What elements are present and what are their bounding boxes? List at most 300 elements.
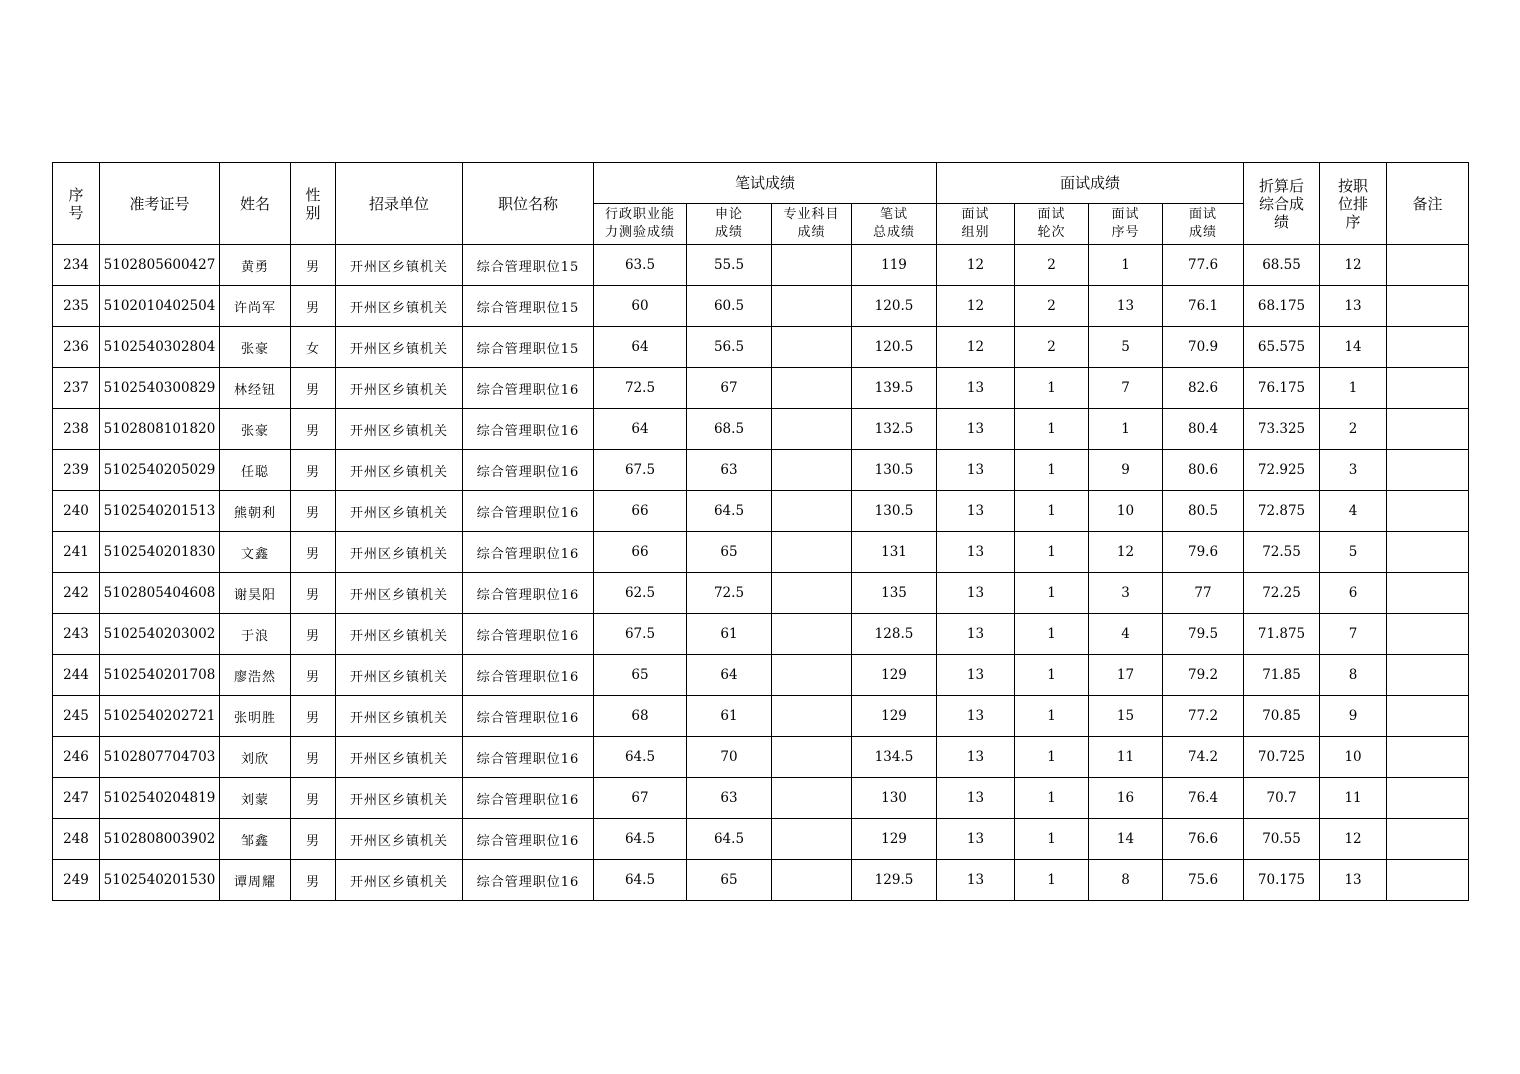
cell-rank: 6 [1320, 573, 1387, 614]
cell-essay: 64.5 [687, 819, 772, 860]
table-row [53, 819, 1469, 860]
cell-admin: 64.5 [594, 819, 687, 860]
cell-major [772, 286, 852, 327]
cell-total: 130.5 [852, 491, 937, 532]
cell-ticket: 5102540300829 [100, 368, 220, 409]
header-seq: 序 号 [53, 163, 100, 245]
cell-rank: 1 [1320, 368, 1387, 409]
cell-ticket: 5102010402504 [100, 286, 220, 327]
cell-major [772, 819, 852, 860]
cell-essay: 60.5 [687, 286, 772, 327]
cell-unit: 开州区乡镇机关 [336, 450, 463, 491]
cell-name: 张豪 [220, 409, 291, 450]
header-gender: 性 别 [291, 163, 336, 245]
cell-seq: 236 [53, 327, 100, 368]
cell-unit: 开州区乡镇机关 [336, 368, 463, 409]
cell-position: 综合管理职位16 [463, 532, 594, 573]
table-row [53, 327, 1469, 368]
cell-group: 13 [937, 860, 1015, 901]
cell-ticket: 5102808003902 [100, 819, 220, 860]
cell-major [772, 450, 852, 491]
cell-note [1387, 409, 1469, 450]
cell-essay: 56.5 [687, 327, 772, 368]
cell-group: 13 [937, 655, 1015, 696]
table-row [53, 245, 1469, 286]
cell-rank: 4 [1320, 491, 1387, 532]
header-written-total: 笔试 总成绩 [852, 204, 937, 245]
cell-position: 综合管理职位15 [463, 327, 594, 368]
cell-group: 12 [937, 245, 1015, 286]
cell-major [772, 491, 852, 532]
cell-unit: 开州区乡镇机关 [336, 532, 463, 573]
cell-total: 119 [852, 245, 937, 286]
cell-final: 72.55 [1244, 532, 1320, 573]
cell-gender: 男 [291, 696, 336, 737]
cell-position: 综合管理职位15 [463, 286, 594, 327]
cell-seq: 234 [53, 245, 100, 286]
cell-group: 12 [937, 327, 1015, 368]
cell-seq: 237 [53, 368, 100, 409]
cell-note [1387, 737, 1469, 778]
cell-admin: 68 [594, 696, 687, 737]
cell-unit: 开州区乡镇机关 [336, 860, 463, 901]
cell-admin: 66 [594, 491, 687, 532]
cell-note [1387, 655, 1469, 696]
cell-gender: 男 [291, 286, 336, 327]
cell-rank: 8 [1320, 655, 1387, 696]
cell-unit: 开州区乡镇机关 [336, 286, 463, 327]
cell-gender: 男 [291, 778, 336, 819]
cell-note [1387, 450, 1469, 491]
cell-seq: 239 [53, 450, 100, 491]
cell-group: 13 [937, 737, 1015, 778]
cell-note [1387, 491, 1469, 532]
header-interview-score: 面试 成绩 [1163, 204, 1244, 245]
cell-name: 许尚军 [220, 286, 291, 327]
cell-ticket: 5102540302804 [100, 327, 220, 368]
cell-score: 74.2 [1163, 737, 1244, 778]
cell-score: 77 [1163, 573, 1244, 614]
cell-major [772, 696, 852, 737]
cell-rank: 12 [1320, 245, 1387, 286]
cell-major [772, 245, 852, 286]
cell-note [1387, 614, 1469, 655]
cell-ticket: 5102805600427 [100, 245, 220, 286]
cell-seq: 244 [53, 655, 100, 696]
cell-final: 70.725 [1244, 737, 1320, 778]
header-written-group: 笔试成绩 [594, 163, 937, 204]
cell-order: 14 [1089, 819, 1163, 860]
cell-score: 77.6 [1163, 245, 1244, 286]
header-essay-score: 申论 成绩 [687, 204, 772, 245]
cell-order: 13 [1089, 286, 1163, 327]
header-interview-round: 面试 轮次 [1015, 204, 1089, 245]
header-interview-group: 面试成绩 [937, 163, 1244, 204]
header-note: 备注 [1387, 163, 1469, 245]
cell-unit: 开州区乡镇机关 [336, 573, 463, 614]
cell-order: 16 [1089, 778, 1163, 819]
cell-round: 1 [1015, 737, 1089, 778]
cell-seq: 247 [53, 778, 100, 819]
cell-group: 13 [937, 532, 1015, 573]
cell-total: 132.5 [852, 409, 937, 450]
cell-unit: 开州区乡镇机关 [336, 409, 463, 450]
cell-essay: 67 [687, 368, 772, 409]
cell-order: 1 [1089, 409, 1163, 450]
cell-admin: 64.5 [594, 860, 687, 901]
cell-order: 8 [1089, 860, 1163, 901]
cell-gender: 男 [291, 573, 336, 614]
cell-admin: 64.5 [594, 737, 687, 778]
cell-name: 张明胜 [220, 696, 291, 737]
cell-round: 1 [1015, 614, 1089, 655]
cell-position: 综合管理职位16 [463, 614, 594, 655]
cell-order: 10 [1089, 491, 1163, 532]
cell-final: 72.875 [1244, 491, 1320, 532]
cell-total: 129.5 [852, 860, 937, 901]
cell-note [1387, 327, 1469, 368]
header-rank: 按职 位排 序 [1320, 163, 1387, 245]
cell-seq: 248 [53, 819, 100, 860]
cell-round: 2 [1015, 327, 1089, 368]
cell-gender: 男 [291, 409, 336, 450]
cell-note [1387, 778, 1469, 819]
cell-score: 79.6 [1163, 532, 1244, 573]
cell-final: 72.25 [1244, 573, 1320, 614]
cell-gender: 男 [291, 819, 336, 860]
cell-total: 130 [852, 778, 937, 819]
cell-position: 综合管理职位16 [463, 655, 594, 696]
cell-ticket: 5102540201513 [100, 491, 220, 532]
cell-round: 1 [1015, 368, 1089, 409]
cell-admin: 60 [594, 286, 687, 327]
cell-admin: 64 [594, 409, 687, 450]
cell-round: 2 [1015, 245, 1089, 286]
cell-final: 71.875 [1244, 614, 1320, 655]
cell-unit: 开州区乡镇机关 [336, 491, 463, 532]
table-row [53, 491, 1469, 532]
score-table [52, 162, 1469, 901]
cell-position: 综合管理职位16 [463, 819, 594, 860]
cell-round: 1 [1015, 819, 1089, 860]
cell-unit: 开州区乡镇机关 [336, 655, 463, 696]
cell-order: 17 [1089, 655, 1163, 696]
cell-admin: 65 [594, 655, 687, 696]
cell-unit: 开州区乡镇机关 [336, 819, 463, 860]
cell-final: 68.175 [1244, 286, 1320, 327]
cell-order: 7 [1089, 368, 1163, 409]
cell-final: 73.325 [1244, 409, 1320, 450]
cell-name: 任聪 [220, 450, 291, 491]
cell-position: 综合管理职位16 [463, 860, 594, 901]
cell-admin: 72.5 [594, 368, 687, 409]
cell-essay: 61 [687, 696, 772, 737]
cell-major [772, 778, 852, 819]
cell-admin: 62.5 [594, 573, 687, 614]
cell-name: 刘蒙 [220, 778, 291, 819]
cell-score: 80.4 [1163, 409, 1244, 450]
cell-order: 3 [1089, 573, 1163, 614]
cell-round: 2 [1015, 286, 1089, 327]
cell-name: 谢昊阳 [220, 573, 291, 614]
cell-position: 综合管理职位16 [463, 409, 594, 450]
table-row [53, 573, 1469, 614]
cell-group: 13 [937, 819, 1015, 860]
cell-name: 林经钮 [220, 368, 291, 409]
cell-name: 谭周耀 [220, 860, 291, 901]
cell-seq: 238 [53, 409, 100, 450]
cell-admin: 67.5 [594, 450, 687, 491]
cell-total: 129 [852, 696, 937, 737]
cell-note [1387, 860, 1469, 901]
cell-rank: 5 [1320, 532, 1387, 573]
cell-rank: 14 [1320, 327, 1387, 368]
cell-seq: 243 [53, 614, 100, 655]
cell-total: 139.5 [852, 368, 937, 409]
cell-ticket: 5102540202721 [100, 696, 220, 737]
cell-position: 综合管理职位16 [463, 368, 594, 409]
cell-score: 80.6 [1163, 450, 1244, 491]
cell-order: 1 [1089, 245, 1163, 286]
cell-major [772, 327, 852, 368]
cell-round: 1 [1015, 491, 1089, 532]
cell-admin: 64 [594, 327, 687, 368]
cell-order: 11 [1089, 737, 1163, 778]
cell-total: 120.5 [852, 286, 937, 327]
cell-rank: 12 [1320, 819, 1387, 860]
cell-note [1387, 573, 1469, 614]
cell-name: 于浪 [220, 614, 291, 655]
cell-rank: 13 [1320, 286, 1387, 327]
cell-order: 15 [1089, 696, 1163, 737]
cell-order: 5 [1089, 327, 1163, 368]
cell-note [1387, 532, 1469, 573]
cell-position: 综合管理职位16 [463, 737, 594, 778]
cell-total: 130.5 [852, 450, 937, 491]
cell-essay: 63 [687, 450, 772, 491]
table-row [53, 696, 1469, 737]
header-row-main [53, 163, 1469, 204]
cell-final: 70.175 [1244, 860, 1320, 901]
cell-essay: 55.5 [687, 245, 772, 286]
cell-round: 1 [1015, 573, 1089, 614]
cell-group: 13 [937, 450, 1015, 491]
cell-score: 70.9 [1163, 327, 1244, 368]
cell-final: 65.575 [1244, 327, 1320, 368]
cell-rank: 11 [1320, 778, 1387, 819]
cell-round: 1 [1015, 778, 1089, 819]
cell-major [772, 532, 852, 573]
cell-admin: 67 [594, 778, 687, 819]
cell-rank: 13 [1320, 860, 1387, 901]
table-row [53, 737, 1469, 778]
cell-unit: 开州区乡镇机关 [336, 737, 463, 778]
cell-final: 70.55 [1244, 819, 1320, 860]
cell-major [772, 573, 852, 614]
cell-essay: 65 [687, 860, 772, 901]
cell-seq: 235 [53, 286, 100, 327]
header-unit: 招录单位 [336, 163, 463, 245]
cell-group: 13 [937, 614, 1015, 655]
cell-name: 廖浩然 [220, 655, 291, 696]
cell-unit: 开州区乡镇机关 [336, 614, 463, 655]
cell-position: 综合管理职位16 [463, 696, 594, 737]
cell-gender: 女 [291, 327, 336, 368]
cell-seq: 249 [53, 860, 100, 901]
cell-position: 综合管理职位16 [463, 573, 594, 614]
cell-final: 71.85 [1244, 655, 1320, 696]
cell-name: 张豪 [220, 327, 291, 368]
header-position: 职位名称 [463, 163, 594, 245]
table-row [53, 614, 1469, 655]
cell-group: 13 [937, 696, 1015, 737]
cell-final: 68.55 [1244, 245, 1320, 286]
cell-score: 77.2 [1163, 696, 1244, 737]
cell-admin: 66 [594, 532, 687, 573]
table-row [53, 860, 1469, 901]
cell-ticket: 5102540201830 [100, 532, 220, 573]
cell-group: 13 [937, 573, 1015, 614]
cell-order: 4 [1089, 614, 1163, 655]
cell-score: 76.1 [1163, 286, 1244, 327]
cell-score: 79.2 [1163, 655, 1244, 696]
cell-major [772, 614, 852, 655]
cell-gender: 男 [291, 614, 336, 655]
cell-note [1387, 368, 1469, 409]
cell-group: 13 [937, 409, 1015, 450]
cell-final: 70.85 [1244, 696, 1320, 737]
cell-total: 128.5 [852, 614, 937, 655]
cell-ticket: 5102540203002 [100, 614, 220, 655]
cell-name: 刘欣 [220, 737, 291, 778]
cell-group: 13 [937, 778, 1015, 819]
table-row [53, 409, 1469, 450]
cell-group: 13 [937, 368, 1015, 409]
cell-group: 12 [937, 286, 1015, 327]
cell-major [772, 409, 852, 450]
cell-score: 76.6 [1163, 819, 1244, 860]
cell-gender: 男 [291, 532, 336, 573]
cell-score: 82.6 [1163, 368, 1244, 409]
cell-round: 1 [1015, 409, 1089, 450]
cell-essay: 65 [687, 532, 772, 573]
cell-seq: 242 [53, 573, 100, 614]
cell-essay: 72.5 [687, 573, 772, 614]
cell-total: 120.5 [852, 327, 937, 368]
header-final: 折算后 综合成 绩 [1244, 163, 1320, 245]
cell-total: 134.5 [852, 737, 937, 778]
cell-position: 综合管理职位16 [463, 778, 594, 819]
cell-score: 76.4 [1163, 778, 1244, 819]
cell-unit: 开州区乡镇机关 [336, 696, 463, 737]
table-row [53, 532, 1469, 573]
cell-ticket: 5102540201530 [100, 860, 220, 901]
cell-position: 综合管理职位16 [463, 491, 594, 532]
cell-group: 13 [937, 491, 1015, 532]
cell-gender: 男 [291, 491, 336, 532]
cell-name: 邹鑫 [220, 819, 291, 860]
cell-gender: 男 [291, 245, 336, 286]
table-row [53, 286, 1469, 327]
cell-name: 文鑫 [220, 532, 291, 573]
cell-round: 1 [1015, 860, 1089, 901]
cell-major [772, 737, 852, 778]
cell-ticket: 5102540201708 [100, 655, 220, 696]
cell-admin: 63.5 [594, 245, 687, 286]
cell-seq: 241 [53, 532, 100, 573]
cell-ticket: 5102808101820 [100, 409, 220, 450]
cell-round: 1 [1015, 532, 1089, 573]
cell-essay: 63 [687, 778, 772, 819]
cell-final: 72.925 [1244, 450, 1320, 491]
cell-note [1387, 819, 1469, 860]
cell-note [1387, 696, 1469, 737]
cell-rank: 10 [1320, 737, 1387, 778]
cell-final: 76.175 [1244, 368, 1320, 409]
cell-ticket: 5102540204819 [100, 778, 220, 819]
cell-position: 综合管理职位16 [463, 450, 594, 491]
cell-unit: 开州区乡镇机关 [336, 778, 463, 819]
cell-gender: 男 [291, 450, 336, 491]
cell-round: 1 [1015, 450, 1089, 491]
cell-total: 129 [852, 655, 937, 696]
cell-order: 12 [1089, 532, 1163, 573]
cell-position: 综合管理职位15 [463, 245, 594, 286]
header-major-score: 专业科目 成绩 [772, 204, 852, 245]
header-name: 姓名 [220, 163, 291, 245]
header-admin-score: 行政职业能 力测验成绩 [594, 204, 687, 245]
cell-ticket: 5102807704703 [100, 737, 220, 778]
cell-seq: 240 [53, 491, 100, 532]
cell-gender: 男 [291, 368, 336, 409]
cell-essay: 64 [687, 655, 772, 696]
cell-round: 1 [1015, 655, 1089, 696]
cell-gender: 男 [291, 860, 336, 901]
cell-essay: 61 [687, 614, 772, 655]
cell-unit: 开州区乡镇机关 [336, 245, 463, 286]
table-row [53, 450, 1469, 491]
cell-total: 131 [852, 532, 937, 573]
cell-gender: 男 [291, 737, 336, 778]
table-row [53, 778, 1469, 819]
cell-total: 135 [852, 573, 937, 614]
cell-essay: 68.5 [687, 409, 772, 450]
cell-essay: 70 [687, 737, 772, 778]
cell-seq: 246 [53, 737, 100, 778]
cell-major [772, 368, 852, 409]
cell-final: 70.7 [1244, 778, 1320, 819]
cell-rank: 9 [1320, 696, 1387, 737]
cell-score: 75.6 [1163, 860, 1244, 901]
cell-name: 黄勇 [220, 245, 291, 286]
header-interview-order: 面试 序号 [1089, 204, 1163, 245]
cell-rank: 2 [1320, 409, 1387, 450]
cell-note [1387, 286, 1469, 327]
table-row [53, 655, 1469, 696]
cell-note [1387, 245, 1469, 286]
cell-score: 80.5 [1163, 491, 1244, 532]
cell-score: 79.5 [1163, 614, 1244, 655]
cell-ticket: 5102540205029 [100, 450, 220, 491]
cell-order: 9 [1089, 450, 1163, 491]
cell-unit: 开州区乡镇机关 [336, 327, 463, 368]
table-row [53, 368, 1469, 409]
cell-name: 熊朝利 [220, 491, 291, 532]
cell-seq: 245 [53, 696, 100, 737]
cell-admin: 67.5 [594, 614, 687, 655]
cell-ticket: 5102805404608 [100, 573, 220, 614]
header-interview-group-no: 面试 组别 [937, 204, 1015, 245]
